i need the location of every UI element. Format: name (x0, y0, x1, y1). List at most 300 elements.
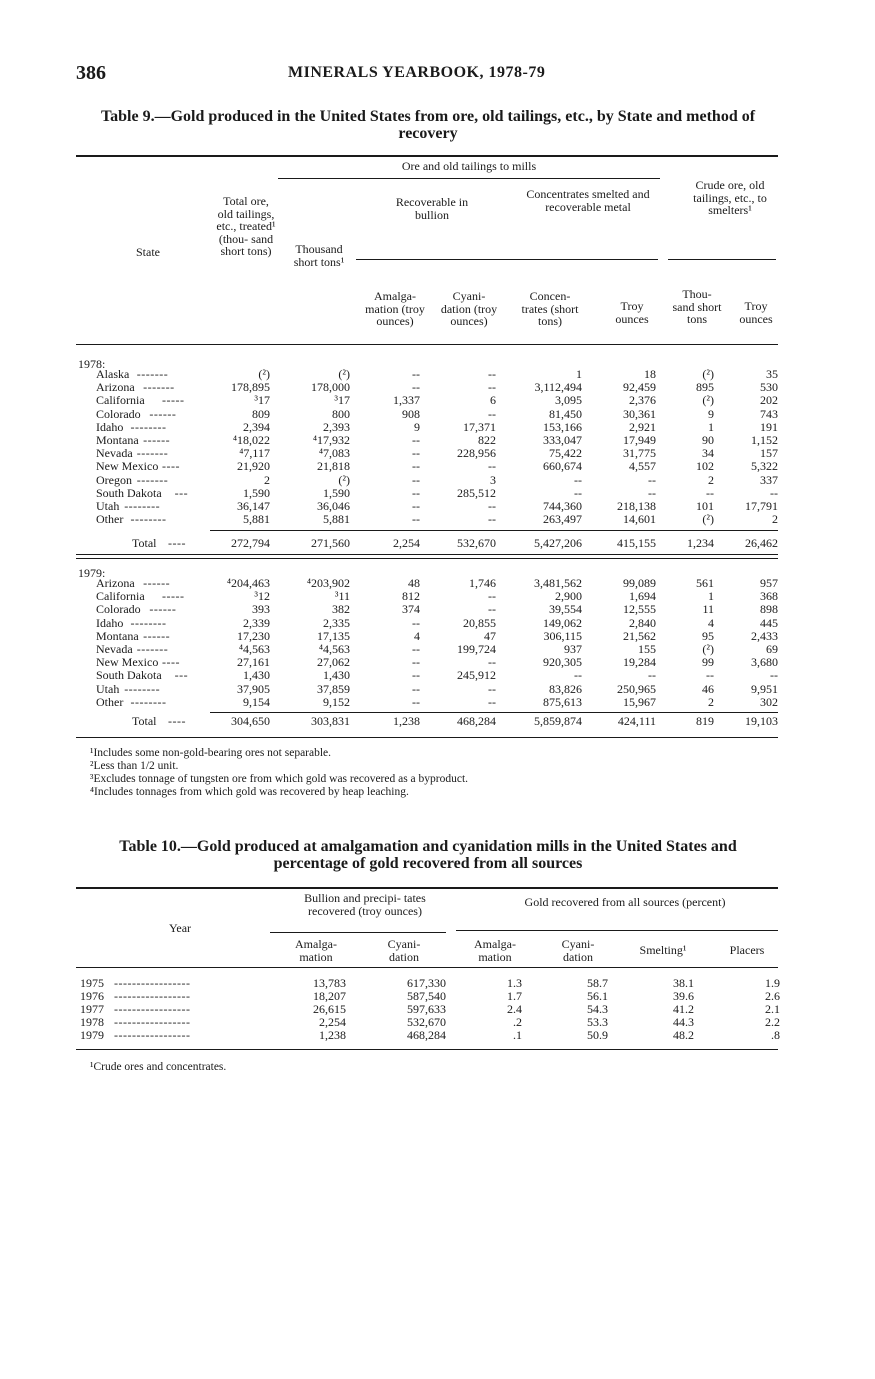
table-cell-cyan: 3 (490, 472, 496, 487)
table-cell-conc: 75,422 (549, 446, 582, 461)
table-cell-cyan_pct: 50.9 (587, 1028, 608, 1042)
total-cell-crude_t: 1,234 (687, 536, 714, 550)
total-cell-total: 304,650 (231, 714, 270, 728)
table-cell-crude_oz: 35 (766, 367, 778, 381)
leader-dots: ------ (143, 628, 171, 643)
table-cell-crude_t: (²) (702, 367, 714, 381)
table-cell-kst: 37,859 (317, 681, 350, 696)
leader-dots: ----------------- (114, 1015, 191, 1029)
table-cell-crude_t: 1 (708, 589, 714, 604)
leader-dots: -------- (130, 615, 167, 630)
leader-dots: ---- (168, 714, 186, 728)
table10-bottom-rule (76, 1049, 778, 1050)
header-group-mills: Ore and old tailings to mills (401, 159, 537, 173)
header-thousand-short-tons: Thousand short tons¹ (293, 242, 345, 269)
table-cell-cyan_pct: 56.1 (587, 989, 608, 1003)
table-cell-crude_oz: 2,433 (751, 628, 778, 643)
table-cell-crude_t: 101 (696, 499, 714, 513)
table-cell-crude_t: 99 (702, 655, 714, 670)
table-cell-crude_oz: 17,791 (745, 499, 778, 513)
table9-1978-total-rule (210, 530, 778, 531)
table-cell-total: ⁴7,117 (239, 446, 270, 461)
table-cell-kst: 2,335 (323, 615, 350, 630)
table-cell-total: ⁴4,563 (238, 642, 270, 656)
table-cell-amal: -- (412, 367, 420, 381)
table-cell-ctroy: 250,965 (617, 681, 656, 696)
table-cell-cyan: -- (488, 655, 496, 670)
table-cell-cyan: 822 (478, 433, 496, 447)
leader-dots: ------- (136, 367, 169, 381)
table-cell-cyan: 285,512 (457, 485, 496, 500)
table-cell-kst: (²) (338, 367, 350, 381)
total-cell-amal: 2,254 (393, 536, 420, 550)
table-cell-ctroy: 99,089 (623, 576, 656, 590)
table-cell-cyan: -- (488, 499, 496, 513)
table-cell-amal: -- (412, 615, 420, 630)
table-cell-total: ³12 (254, 589, 270, 604)
table-cell-smelting: 39.6 (673, 989, 694, 1003)
table-cell-crude_oz: 898 (760, 602, 778, 617)
table-cell-crude_t: (²) (702, 393, 714, 408)
leader-dots: ----------------- (114, 976, 191, 990)
t10-header-bullion-group: Bullion and precipi- tates recovered (troy ounces) (304, 891, 426, 918)
table-cell-cyan: 597,633 (407, 1002, 446, 1016)
table-cell-smelting: 44.3 (673, 1015, 694, 1029)
header-recoverable-bullion: Recoverable in bullion (395, 195, 469, 222)
table-cell-ctroy: 218,138 (617, 499, 656, 513)
table-cell-kst: ⁴17,932 (312, 433, 350, 447)
table-cell-ctroy: 2,840 (629, 615, 656, 630)
table9-top-rule (76, 155, 778, 157)
running-title: MINERALS YEARBOOK, 1978-79 (288, 64, 546, 81)
table-cell-crude_t: 102 (696, 459, 714, 474)
total-cell-cyan: 468,284 (457, 714, 496, 728)
table-cell-kst: ⁴7,083 (318, 446, 350, 461)
table-cell-crude_oz: 69 (766, 642, 778, 656)
table-cell-amal: -- (412, 446, 420, 461)
table-cell-cyan: 20,855 (463, 615, 496, 630)
table-cell-amal: 374 (402, 602, 420, 617)
table-cell-amal_pct: 1.3 (507, 976, 522, 990)
table-cell-total: (²) (258, 367, 270, 381)
table-cell-total: ³17 (254, 393, 270, 408)
header-total-treated: Total ore, old tailings, etc., treated¹ (thou- sand short tons) (216, 194, 276, 258)
table-cell-ctroy: 2,921 (629, 419, 656, 434)
table-cell-kst: 27,062 (317, 655, 350, 670)
table9-1978-sep-rule-1 (76, 554, 778, 555)
table-row-state: Colorado (96, 602, 141, 617)
table-cell-ctroy: 2,376 (629, 393, 656, 408)
table-cell-ctroy: 1,694 (629, 589, 656, 604)
table-cell-amal: 908 (402, 406, 420, 421)
table-cell-crude_t: 46 (702, 681, 714, 696)
table-row-state: South Dakota (96, 485, 162, 500)
table9-footnote-2: ²Less than 1/2 unit. (90, 760, 179, 772)
leader-dots: ------ (143, 576, 171, 590)
leader-dots: ------- (136, 472, 169, 487)
table-cell-kst: 17,135 (317, 628, 350, 643)
table-cell-crude_oz: -- (770, 485, 778, 500)
table-cell-cyan: 532,670 (407, 1015, 446, 1029)
t10-header-cyan: Cyani- dation (387, 937, 421, 964)
table-cell-cyan: 47 (484, 628, 496, 643)
total-cell-crude_oz: 26,462 (745, 536, 778, 550)
table10-pct-rule (456, 930, 778, 931)
header-amalgamation: Amalga- mation (troy ounces) (365, 289, 425, 328)
table-cell-conc: 81,450 (549, 406, 582, 421)
total-cell-ctroy: 424,111 (617, 714, 656, 728)
table-cell-kst: 21,818 (317, 459, 350, 474)
t10-header-cyan-pct: Cyani- dation (561, 937, 595, 964)
table-cell-ctroy: 17,949 (623, 433, 656, 447)
table-cell-kst: 1,590 (323, 485, 350, 500)
table-cell-amal: 26,615 (313, 1002, 346, 1016)
leader-dots: ---- (162, 459, 180, 474)
table-cell-crude_t: (²) (702, 512, 714, 527)
table-row-state: Colorado (96, 406, 141, 421)
header-crude-troy: Troy ounces (739, 299, 773, 326)
table-cell-total: 178,895 (231, 380, 270, 395)
table-cell-kst: ³11 (334, 589, 350, 604)
table-cell-crude_oz: 530 (760, 380, 778, 395)
table-cell-crude_t: 90 (702, 433, 714, 447)
total-cell-total: 272,794 (231, 536, 270, 550)
table-row-state: Montana (96, 433, 139, 447)
page-number: 386 (76, 62, 106, 84)
table-cell-cyan: -- (488, 694, 496, 709)
total-row-label: Total (132, 714, 157, 728)
leader-dots: ----- (162, 589, 185, 604)
table-cell-conc: 2,900 (555, 589, 582, 604)
table-cell-smelting: 41.2 (673, 1002, 694, 1016)
leader-dots: ----------------- (114, 989, 191, 1003)
table-row-state: Other (96, 512, 124, 527)
year-1979-label: 1979: (78, 566, 106, 580)
table-cell-ctroy: 30,361 (623, 406, 656, 421)
table-cell-total: 9,154 (243, 694, 270, 709)
table-cell-kst: ⁴203,902 (306, 576, 350, 590)
table-cell-cyan_pct: 58.7 (587, 976, 608, 990)
table-row-year: 1978 (80, 1015, 104, 1029)
table-cell-placers: 2.2 (765, 1015, 780, 1029)
total-cell-crude_t: 819 (696, 714, 714, 728)
total-cell-cyan: 532,670 (457, 536, 496, 550)
table10-bullion-rule (270, 932, 446, 933)
table10-title: Table 10.—Gold produced at amalgamation and cyanidation mills in the United States and percentage of gold recovered from all sources (119, 838, 737, 872)
table-cell-amal: -- (412, 512, 420, 527)
table-cell-total: 21,920 (237, 459, 270, 474)
leader-dots: -------- (124, 681, 161, 696)
table-cell-ctroy: 14,601 (623, 512, 656, 527)
table-cell-conc: 920,305 (543, 655, 582, 670)
table-row-state: Nevada (96, 642, 133, 656)
table-cell-placers: .8 (771, 1028, 780, 1042)
table-cell-amal: -- (412, 642, 420, 656)
leader-dots: ------ (149, 406, 177, 421)
leader-dots: --- (174, 485, 189, 500)
table-row-state: New Mexico (96, 655, 159, 670)
table-cell-kst: 9,152 (323, 694, 350, 709)
t10-header-amal: Amalga- mation (295, 937, 337, 964)
table-cell-conc: 3,095 (555, 393, 582, 408)
table-cell-cyan_pct: 54.3 (587, 1002, 608, 1016)
table-cell-conc: 660,674 (543, 459, 582, 474)
table-cell-crude_oz: 1,152 (751, 433, 778, 447)
table-cell-crude_oz: 368 (760, 589, 778, 604)
table-cell-crude_oz: -- (770, 668, 778, 683)
table-cell-kst: ⁴4,563 (318, 642, 350, 656)
table-row-year: 1979 (80, 1028, 104, 1042)
table-cell-amal: -- (412, 459, 420, 474)
table-cell-cyan: -- (488, 512, 496, 527)
table-row-year: 1976 (80, 989, 104, 1003)
table-row-year: 1977 (80, 1002, 104, 1016)
table-row-state: Arizona (96, 576, 135, 590)
leader-dots: ----------------- (114, 1002, 191, 1016)
table-cell-cyan: 587,540 (407, 989, 446, 1003)
table-cell-smelting: 38.1 (673, 976, 694, 990)
leader-dots: ---- (162, 655, 180, 670)
table-cell-crude_oz: 302 (760, 694, 778, 709)
table10-header-bottom-rule (76, 967, 778, 968)
table-cell-ctroy: 21,562 (623, 628, 656, 643)
t10-header-all-sources: Gold recovered from all sources (percent) (524, 895, 726, 909)
table-cell-amal: -- (412, 485, 420, 500)
table-cell-cyan: 468,284 (407, 1028, 446, 1042)
table-cell-total: 5,881 (243, 512, 270, 527)
table-cell-kst: 382 (332, 602, 350, 617)
leader-dots: -------- (130, 694, 167, 709)
table-cell-ctroy: 12,555 (623, 602, 656, 617)
leader-dots: -------- (124, 499, 161, 513)
table9-1979-total-rule (210, 712, 778, 713)
table-cell-crude_oz: 3,680 (751, 655, 778, 670)
total-cell-amal: 1,238 (393, 714, 420, 728)
leader-dots: ------ (149, 602, 177, 617)
table-row-state: Other (96, 694, 124, 709)
table-cell-cyan: 617,330 (407, 976, 446, 990)
table10-footnote: ¹Crude ores and concentrates. (90, 1061, 227, 1073)
table-cell-cyan: -- (488, 406, 496, 421)
table-cell-conc: 333,047 (543, 433, 582, 447)
table-cell-amal_pct: .1 (513, 1028, 522, 1042)
table-cell-amal_pct: 1.7 (507, 989, 522, 1003)
table-cell-crude_t: 11 (702, 602, 714, 617)
table-cell-conc: 263,497 (543, 512, 582, 527)
header-concentrates: Concen- trates (short tons) (521, 289, 579, 328)
table-cell-total: 36,147 (237, 499, 270, 513)
table10-top-rule (76, 887, 778, 889)
table9-sub-rule-b (668, 259, 776, 260)
table-cell-crude_t: -- (706, 485, 714, 500)
table-cell-ctroy: 15,967 (623, 694, 656, 709)
table-cell-crude_t: 34 (702, 446, 714, 461)
leader-dots: ----------------- (114, 1028, 191, 1042)
table-cell-crude_oz: 5,322 (751, 459, 778, 474)
total-cell-conc: 5,859,874 (534, 714, 582, 728)
table-cell-cyan: -- (488, 602, 496, 617)
table-cell-conc: 83,826 (549, 681, 582, 696)
table-cell-amal_pct: 2.4 (507, 1002, 522, 1016)
table-cell-total: 1,430 (243, 668, 270, 683)
table-cell-ctroy: 92,459 (623, 380, 656, 395)
table-cell-conc: 1 (576, 367, 582, 381)
table-cell-kst: 36,046 (317, 499, 350, 513)
table-row-state: Idaho (96, 615, 124, 630)
table-cell-crude_t: 2 (708, 472, 714, 487)
table-cell-crude_oz: 202 (760, 393, 778, 408)
leader-dots: ------- (143, 380, 175, 395)
table-cell-kst: 2,393 (323, 419, 350, 434)
table-cell-total: 27,161 (237, 655, 270, 670)
table-cell-cyan: 1,746 (469, 576, 496, 590)
table-cell-total: 2,339 (243, 615, 270, 630)
table-cell-smelting: 48.2 (673, 1028, 694, 1042)
leader-dots: -------- (130, 512, 167, 527)
table-cell-total: 17,230 (237, 628, 270, 643)
table9-footnote-1: ¹Includes some non-gold-bearing ores not separable. (90, 747, 332, 759)
table-cell-conc: -- (574, 485, 582, 500)
table-cell-ctroy: 19,284 (623, 655, 656, 670)
table-cell-amal: 18,207 (313, 989, 346, 1003)
leader-dots: -------- (130, 419, 167, 434)
table-cell-ctroy: 31,775 (623, 446, 656, 461)
total-cell-ctroy: 415,155 (617, 536, 656, 550)
leader-dots: ----- (162, 393, 185, 408)
table-cell-cyan_pct: 53.3 (587, 1015, 608, 1029)
table-cell-conc: 39,554 (549, 602, 582, 617)
header-crude-group: Crude ore, old tailings, etc., to smelters¹ (693, 178, 767, 217)
table-cell-placers: 2.6 (765, 989, 780, 1003)
header-conc-troy: Troy ounces (615, 299, 649, 326)
table-cell-amal: 812 (402, 589, 420, 604)
table-cell-crude_oz: 337 (760, 472, 778, 487)
table-cell-total: 393 (252, 602, 270, 617)
table-cell-amal: -- (412, 655, 420, 670)
table9-1978-sep-rule-2 (76, 558, 778, 559)
table-cell-amal: -- (412, 472, 420, 487)
table-row-state: Utah (96, 681, 120, 696)
leader-dots: ---- (168, 536, 186, 550)
table-cell-total: ⁴18,022 (232, 433, 270, 447)
total-cell-kst: 303,831 (311, 714, 350, 728)
table-cell-total: 37,905 (237, 681, 270, 696)
table-cell-conc: 875,613 (543, 694, 582, 709)
leader-dots: ------- (136, 642, 169, 656)
table-cell-amal: 4 (414, 628, 420, 643)
table-cell-crude_t: 4 (708, 615, 714, 630)
table-cell-kst: 5,881 (323, 512, 350, 527)
table-cell-kst: ³17 (334, 393, 350, 408)
table-row-state: Idaho (96, 419, 124, 434)
table9-footnote-3: ³Excludes tonnage of tungsten ore from which gold was recovered as a byproduct. (90, 773, 469, 785)
leader-dots: --- (174, 668, 189, 683)
table-row-year: 1975 (80, 976, 104, 990)
table-cell-conc: 744,360 (543, 499, 582, 513)
table-cell-crude_oz: 957 (760, 576, 778, 590)
table-cell-conc: 149,062 (543, 615, 582, 630)
table-cell-crude_oz: 9,951 (751, 681, 778, 696)
table-cell-total: ⁴204,463 (226, 576, 270, 590)
table-cell-crude_oz: 157 (760, 446, 778, 461)
table-cell-crude_oz: 191 (760, 419, 778, 434)
table-cell-cyan: -- (488, 681, 496, 696)
table-row-state: Arizona (96, 380, 135, 395)
table-cell-conc: 3,112,494 (534, 380, 582, 395)
table9-sub-rule-a (356, 259, 658, 260)
table-cell-amal: -- (412, 694, 420, 709)
table-cell-kst: (²) (338, 472, 350, 487)
header-crude-tons: Thou- sand short tons (672, 287, 722, 326)
table9-footnote-4: ⁴Includes tonnages from which gold was recovered by heap leaching. (90, 786, 409, 798)
table-row-state: California (96, 589, 145, 604)
table-row-state: New Mexico (96, 459, 159, 474)
table-row-state: South Dakota (96, 668, 162, 683)
table-cell-amal: 2,254 (319, 1015, 346, 1029)
total-cell-kst: 271,560 (311, 536, 350, 550)
table-cell-amal: 1,337 (393, 393, 420, 408)
table-cell-conc: 937 (564, 642, 582, 656)
table-cell-amal: -- (412, 433, 420, 447)
table-cell-conc: 153,166 (543, 419, 582, 434)
table-cell-amal: -- (412, 668, 420, 683)
table9-mills-rule (278, 178, 660, 179)
table9-bottom-rule (76, 737, 778, 738)
table-cell-amal: 1,238 (319, 1028, 346, 1042)
t10-header-year: Year (168, 921, 192, 935)
leader-dots: ------ (143, 433, 171, 447)
table-cell-crude_oz: 445 (760, 615, 778, 630)
table-cell-crude_t: (²) (702, 642, 714, 656)
total-cell-conc: 5,427,206 (534, 536, 582, 550)
table-cell-conc: 3,481,562 (534, 576, 582, 590)
table-cell-total: 809 (252, 406, 270, 421)
table9-header-bottom-rule (76, 344, 778, 345)
table-cell-total: 2,394 (243, 419, 270, 434)
table-cell-crude_t: 895 (696, 380, 714, 395)
table-cell-crude_t: 95 (702, 628, 714, 643)
table-cell-cyan: -- (488, 367, 496, 381)
table-cell-crude_t: 561 (696, 576, 714, 590)
table-cell-amal: -- (412, 380, 420, 395)
table-cell-cyan: 199,724 (457, 642, 496, 656)
header-concentrates-group: Concentrates smelted and recoverable metal (526, 187, 650, 214)
table-cell-conc: -- (574, 668, 582, 683)
table-cell-conc: -- (574, 472, 582, 487)
table-cell-ctroy: -- (648, 668, 656, 683)
table-cell-total: 1,590 (243, 485, 270, 500)
table-row-state: Alaska (96, 367, 130, 381)
table-row-state: California (96, 393, 145, 408)
table-cell-amal: -- (412, 499, 420, 513)
table-row-state: Montana (96, 628, 139, 643)
header-state: State (136, 245, 160, 259)
leader-dots: ------- (136, 446, 169, 461)
page-header (76, 62, 815, 86)
table-cell-crude_oz: 743 (760, 406, 778, 421)
table-cell-ctroy: -- (648, 485, 656, 500)
table-cell-kst: 1,430 (323, 668, 350, 683)
table-cell-ctroy: 18 (644, 367, 656, 381)
table-cell-amal: 13,783 (313, 976, 346, 990)
header-cyanidation: Cyani- dation (troy ounces) (440, 289, 498, 328)
table-cell-total: 2 (264, 472, 270, 487)
table-cell-crude_oz: 2 (772, 512, 778, 527)
table-cell-cyan: -- (488, 589, 496, 604)
table-cell-placers: 1.9 (765, 976, 780, 990)
table-cell-crude_t: 9 (708, 406, 714, 421)
table-row-state: Oregon (96, 472, 132, 487)
